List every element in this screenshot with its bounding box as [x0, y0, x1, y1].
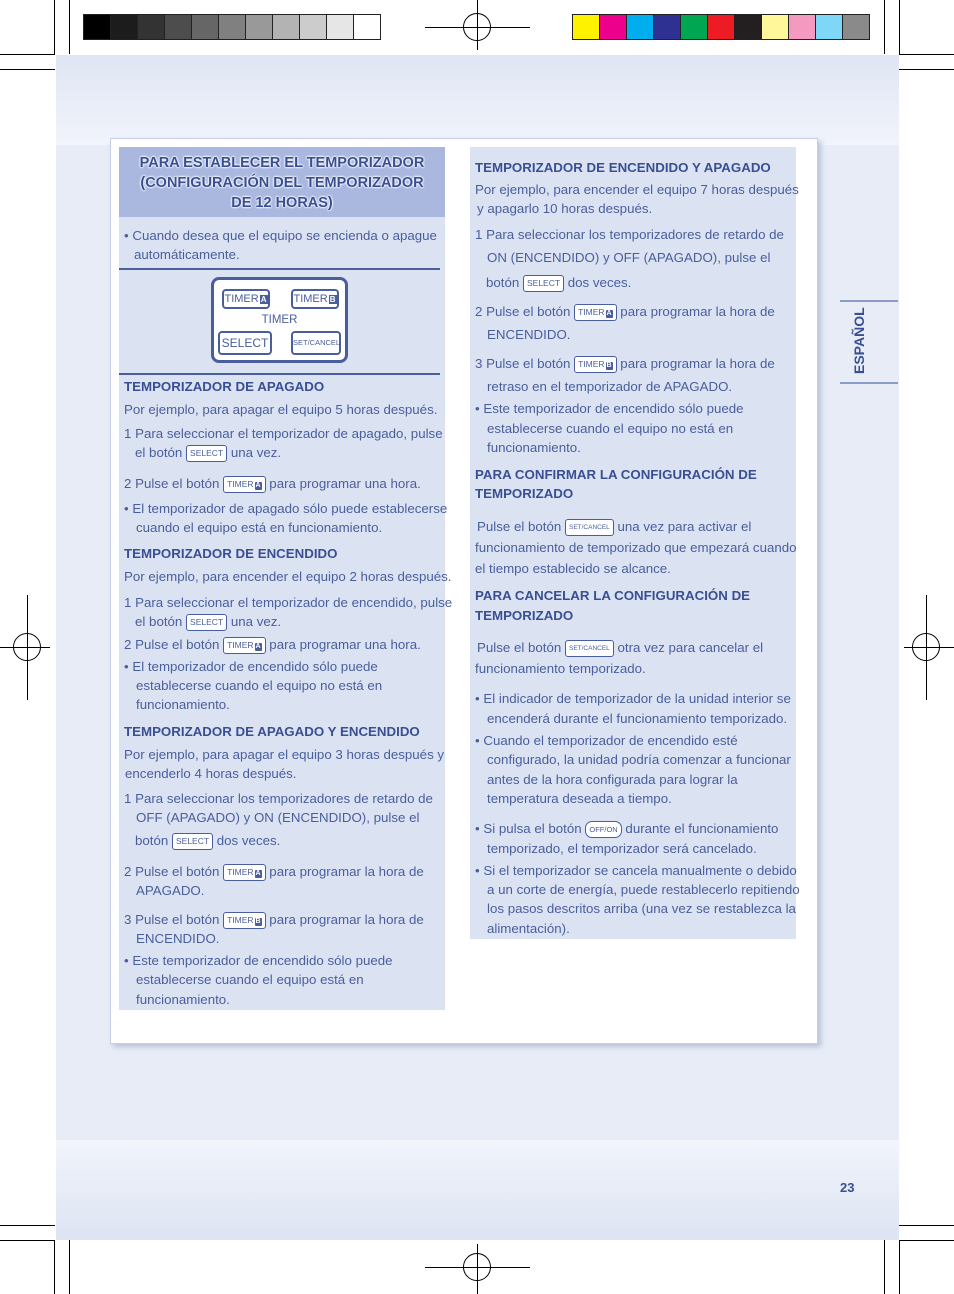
confirm-heading-1: PARA CONFIRMAR LA CONFIGURACIÓN DE: [475, 467, 757, 482]
note-1b: encenderá durante el funcionamiento temporizado.: [487, 711, 788, 726]
note-4c: los pasos descritos arriba (una vez se restablezca la: [487, 901, 796, 916]
off-on-timer-heading: TEMPORIZADOR DE APAGADO Y ENCENDIDO: [124, 724, 420, 739]
on-off-note-3: funcionamiento.: [487, 440, 581, 455]
on-timer-example: Por ejemplo, para encender el equipo 2 horas después.: [124, 569, 452, 584]
timer-b-button-icon: TIMER B: [223, 912, 266, 929]
note-4b: a un corte de energía, puede restablecerlo repitiendo: [487, 882, 800, 897]
note-2a: • Cuando el temporizador de encendido esté: [475, 733, 738, 748]
cancel-line-2: funcionamiento temporizado.: [475, 661, 646, 676]
decorative-swoosh-bottom: [56, 1140, 899, 1240]
intro-line-1: • Cuando desea que el equipo se encienda o apague: [124, 228, 437, 243]
off-on-example-1: Por ejemplo, para apagar el equipo 3 horas después y: [124, 747, 445, 762]
timer-b-button: TIMER B: [291, 289, 339, 309]
on-off-note-2: establecerse cuando el equipo no está en: [487, 421, 734, 436]
cancel-heading-2: TEMPORIZADO: [475, 608, 574, 623]
select-button: SELECT: [218, 331, 272, 355]
timer-label: TIMER: [261, 314, 298, 326]
timer-a-button-icon: TIMER A: [574, 304, 617, 321]
on-off-step-2c: ENCENDIDO.: [487, 327, 571, 342]
off-timer-step-1b: el botón SELECT una vez.: [135, 445, 282, 460]
section-title-line-1: PARA ESTABLECER EL TEMPORIZADOR: [139, 155, 425, 171]
section-title-line-3: DE 12 HORAS): [231, 195, 333, 211]
on-off-step-3: 3 Pulse el botón TIMER B para programar la hora de: [475, 356, 775, 371]
timer-a-button-icon: TIMER A: [223, 864, 266, 881]
off-on-step-3: 3 Pulse el botón TIMER B para programar la hora de: [124, 912, 424, 927]
note-1a: • El indicador de temporizador de la unidad interior se: [475, 691, 791, 706]
set-cancel-button: SET/CANCEL: [291, 331, 341, 355]
on-timer-heading: TEMPORIZADOR DE ENCENDIDO: [124, 546, 338, 561]
confirm-line-3: el tiempo establecido se alcance.: [475, 561, 671, 576]
cancel-line-1: Pulse el botón SET/CANCEL otra vez para cancelar el: [477, 640, 764, 655]
timer-b-button-icon: TIMER B: [574, 356, 617, 373]
off-on-step-1c: botón SELECT dos veces.: [135, 833, 281, 848]
confirm-heading-2: TEMPORIZADO: [475, 486, 574, 501]
select-button-icon: SELECT: [523, 275, 564, 292]
confirm-line-1: Pulse el botón SET/CANCEL una vez para activar el: [477, 519, 752, 534]
on-off-step-1b: ON (ENCENDIDO) y OFF (APAGADO), pulse el: [487, 250, 771, 265]
on-off-step-1c: botón SELECT dos veces.: [486, 275, 632, 290]
divider: [119, 268, 440, 270]
note-3a: • Si pulsa el botón OFF/ON durante el funcionamiento: [475, 821, 779, 836]
note-2d: temperatura deseada a tiempo.: [487, 791, 672, 806]
on-off-timer-heading: TEMPORIZADOR DE ENCENDIDO Y APAGADO: [475, 160, 771, 175]
off-timer-note-1: • El temporizador de apagado sólo puede establecerse: [124, 501, 448, 516]
decorative-swoosh-top: [56, 55, 899, 145]
on-off-example-2: y apagarlo 10 horas después.: [477, 201, 653, 216]
set-cancel-button-icon: SET/CANCEL: [565, 640, 614, 657]
off-on-example-2: encenderlo 4 horas después.: [125, 766, 297, 781]
language-tab: [840, 300, 898, 384]
note-2c: antes de la hora configurada para lograr la: [487, 772, 738, 787]
off-on-button-icon: OFF/ON: [585, 821, 621, 838]
language-label: ESPAÑOL: [851, 307, 867, 374]
off-timer-step-1: 1 Para seleccionar el temporizador de apagado, pulse: [124, 426, 443, 441]
page-number: 23: [840, 1180, 855, 1195]
intro-line-2: automáticamente.: [134, 247, 240, 262]
note-2b: configurado, la unidad podría comenzar a funcionar: [487, 752, 791, 767]
note-4a: • Si el temporizador se cancela manualmente o debido: [475, 863, 797, 878]
select-button-icon: SELECT: [186, 614, 227, 631]
divider: [119, 373, 440, 375]
on-off-step-3c: retraso en el temporizador de APAGADO.: [487, 379, 733, 394]
on-timer-note-3: funcionamiento.: [136, 697, 230, 712]
off-on-step-1b: OFF (APAGADO) y ON (ENCENDIDO), pulse el: [136, 810, 420, 825]
select-button-icon: SELECT: [172, 833, 213, 850]
on-timer-note-2: establecerse cuando el equipo no está en: [136, 678, 383, 693]
off-timer-step-2: 2 Pulse el botón TIMER A para programar una hora.: [124, 476, 421, 491]
set-cancel-button-icon: SET/CANCEL: [565, 519, 614, 536]
select-button-icon: SELECT: [186, 445, 227, 462]
off-on-step-2: 2 Pulse el botón TIMER A para programar la hora de: [124, 864, 424, 879]
on-timer-step-2: 2 Pulse el botón TIMER A para programar una hora.: [124, 637, 421, 652]
process-color-bar: [573, 14, 870, 40]
on-timer-step-1: 1 Para seleccionar el temporizador de encendido, pulse: [124, 595, 453, 610]
section-title-line-2: (CONFIGURACIÓN DEL TEMPORIZADOR: [140, 175, 424, 191]
on-off-step-2: 2 Pulse el botón TIMER A para programar la hora de: [475, 304, 775, 319]
off-on-step-3c: ENCENDIDO.: [136, 931, 220, 946]
note-4d: alimentación).: [487, 921, 570, 936]
cancel-heading-1: PARA CANCELAR LA CONFIGURACIÓN DE: [475, 588, 751, 603]
off-on-note-1: • Este temporizador de encendido sólo puede: [124, 953, 393, 968]
off-on-note-3: funcionamiento.: [136, 992, 230, 1007]
on-timer-note-1: • El temporizador de encendido sólo puede: [124, 659, 378, 674]
off-timer-heading: TEMPORIZADOR DE APAGADO: [124, 379, 325, 394]
timer-a-button-icon: TIMER A: [223, 637, 266, 654]
on-off-note-1: • Este temporizador de encendido sólo puede: [475, 401, 744, 416]
remote-control-diagram: [211, 277, 348, 363]
off-on-note-2: establecerse cuando el equipo está en: [136, 972, 364, 987]
on-off-example-1: Por ejemplo, para encender el equipo 7 horas después: [475, 182, 799, 197]
on-off-step-1a: 1 Para seleccionar los temporizadores de retardo de: [475, 227, 784, 242]
confirm-line-2: funcionamiento de temporizado que empezará cuando: [475, 540, 797, 555]
note-3c: temporizado, el temporizador será cancelado.: [487, 841, 757, 856]
timer-a-button-icon: TIMER A: [223, 476, 266, 493]
on-timer-step-1b: el botón SELECT una vez.: [135, 614, 282, 629]
off-timer-example: Por ejemplo, para apagar el equipo 5 horas después.: [124, 402, 438, 417]
off-on-step-1a: 1 Para seleccionar los temporizadores de retardo de: [124, 791, 433, 806]
off-timer-note-2: cuando el equipo está en funcionamiento.: [136, 520, 383, 535]
off-on-step-2c: APAGADO.: [136, 883, 205, 898]
timer-a-button: TIMER A: [222, 289, 270, 309]
grayscale-color-bar: [84, 14, 381, 40]
